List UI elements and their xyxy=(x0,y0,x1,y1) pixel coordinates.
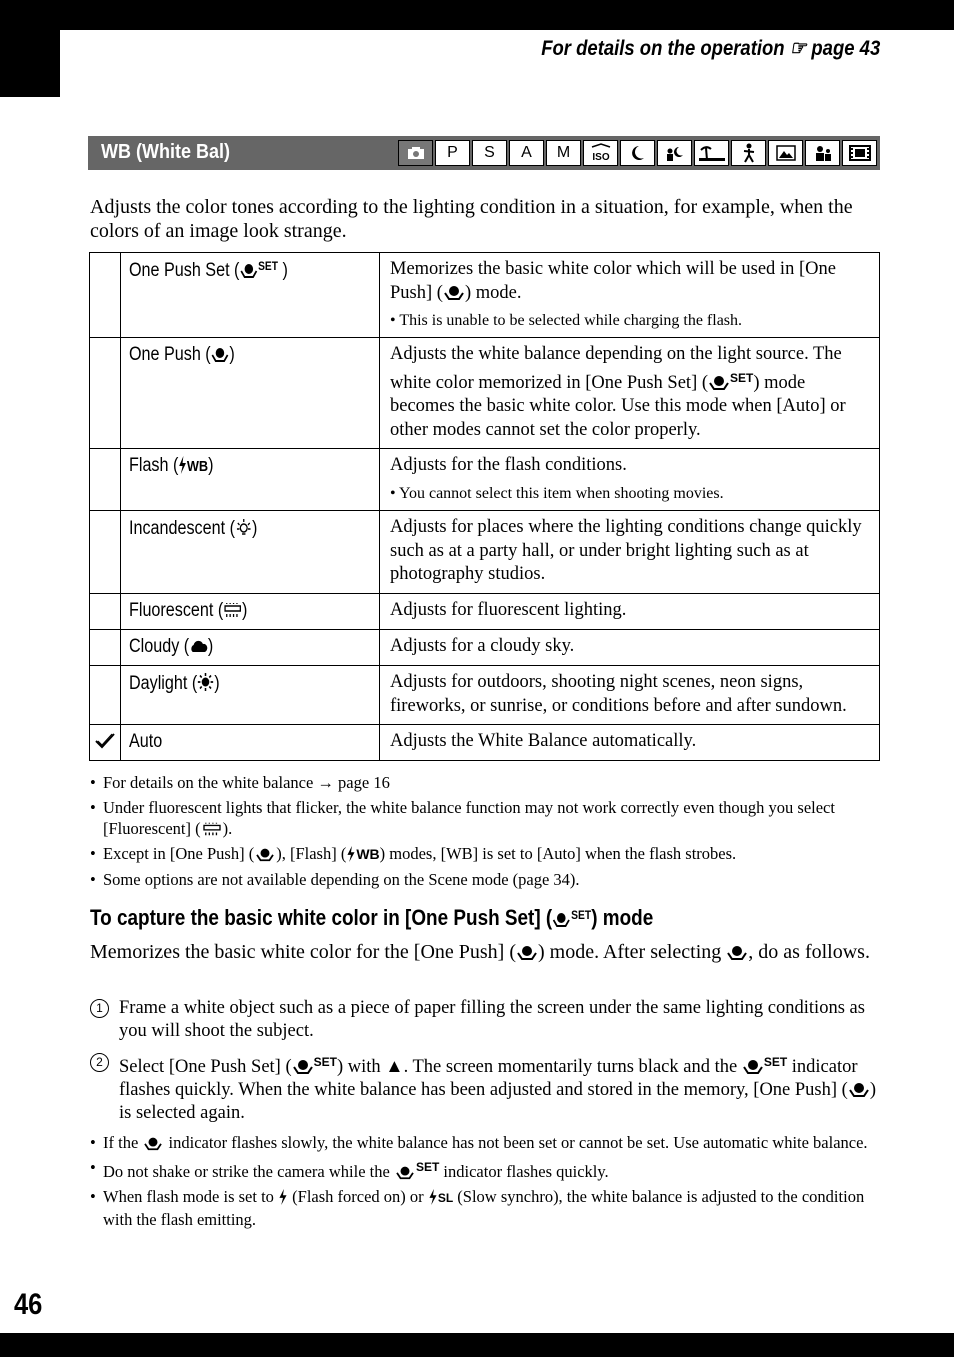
landscape-icon xyxy=(768,140,803,166)
wb-title: WB (White Bal) xyxy=(101,141,230,163)
one-push-set-icon xyxy=(552,910,571,928)
page-number: 46 xyxy=(14,1288,43,1321)
soft-snap-icon xyxy=(731,140,766,166)
mode-icon-row xyxy=(398,140,877,166)
one-push-set-icon xyxy=(742,1057,764,1075)
section-heading: To capture the basic white color in [One Push Set] ( $^{SET}$) mode xyxy=(90,905,654,930)
caution-list xyxy=(90,1132,880,1234)
option-auto: Auto xyxy=(129,731,163,752)
option-desc: Adjusts for fluorescent lighting. xyxy=(390,600,627,620)
option-incandescent: Incandescent xyxy=(129,518,226,539)
one-push-icon xyxy=(142,1135,164,1151)
daylight-icon xyxy=(197,672,214,692)
option-desc: Adjusts for a cloudy sky. xyxy=(390,636,575,656)
option-desc: Adjusts the white balance depending on the light source. The white color memorized in [One Push Set] ( xyxy=(390,344,842,393)
option-desc: Adjusts for places where the lighting conditions change quickly such as at a party hall, or under bright lighting such as at photography studios. xyxy=(390,517,862,584)
twilight-moon-icon xyxy=(620,140,655,166)
list-item: • Except in [One Push] ( ), [Flash] ( WB) modes, [WB] is set to [Auto] when the flash strobes. xyxy=(90,843,880,865)
one-push-set-icon xyxy=(708,373,730,391)
twilight-portrait-icon xyxy=(657,140,692,166)
one-push-icon xyxy=(254,846,276,862)
portrait-icon xyxy=(805,140,840,166)
list-item: • Do not shake or strike the camera while the $^{SET}$ indicator flashes quickly. xyxy=(90,1157,880,1182)
flash-wb-icon xyxy=(178,456,187,474)
table-row: One Push ( ) Adjusts the white balance depending on the light source. The white color memorized in [One Push Set] ( $^{SET}$) mode becomes the basic white color. Use this mode when [Auto] or other modes cannot set the color properly. xyxy=(90,338,880,449)
one-push-set-icon xyxy=(292,1057,314,1075)
flash-wb-icon xyxy=(346,846,356,862)
table-row: Cloudy ( ) Adjusts for a cloudy sky. xyxy=(90,630,880,666)
step-number: 1 xyxy=(90,999,109,1018)
one-push-icon xyxy=(516,943,538,961)
one-push-set-icon xyxy=(239,261,258,279)
one-push-set-icon xyxy=(394,1164,416,1180)
mode-p: P xyxy=(435,140,470,166)
wb-title-bar xyxy=(88,136,880,170)
table-row: Fluorescent ( ) Adjusts for fluorescent lighting. xyxy=(90,594,880,630)
step-number: 2 xyxy=(90,1053,109,1072)
list-item: • If the indicator flashes slowly, the white balance has not been set or cannot be set. Use automatic white balance. xyxy=(90,1132,880,1153)
list-item: • When flash mode is set to (Flash forced on) or SL (Slow synchro), the white balance is adjusted to the condition with the flash emitting. xyxy=(90,1186,880,1230)
option-cloudy: Cloudy xyxy=(129,636,180,657)
table-row: Incandescent ( ) Adjusts for places where the lighting conditions change quickly such as at a party hall, or under bright lighting such as at photography studios. xyxy=(90,511,880,594)
corner-tab xyxy=(0,0,60,97)
operation-reference: For details on the operation ☞ page 43 xyxy=(541,37,880,60)
option-desc: Memorizes the basic white color which will be used in [One Push] ( xyxy=(390,259,836,303)
checkmark-icon xyxy=(94,732,116,750)
step-2: 2 Select [One Push Set] ( $^{SET}$) with ▲. The screen momentarily turns black and the $^{SET}$ indicator flashes quickly. When the white balance has been adjusted and stored in the memory, [One Push] ( ) is selected again. xyxy=(90,1051,880,1125)
mode-m: M xyxy=(546,140,581,166)
intro-text: Adjusts the color tones according to the lighting condition in a situation, for example, when the colors of an image look strange. xyxy=(90,196,853,242)
option-note: You cannot select this item when shooting movies. xyxy=(399,484,724,502)
svg-text:ISO: ISO xyxy=(591,152,610,163)
flash-forced-icon xyxy=(278,1189,288,1205)
bottom-black-bar xyxy=(0,1333,954,1357)
camera-auto-icon xyxy=(398,140,433,166)
option-one-push-set: One Push Set xyxy=(129,260,230,281)
list-item: • Some options are not available depending on the Scene mode (page 34). xyxy=(90,869,880,890)
top-black-bar xyxy=(0,0,954,30)
one-push-icon xyxy=(848,1080,870,1098)
step-1: 1 Frame a white object such as a piece of paper filling the screen under the same lighting conditions as you will shoot the subject. xyxy=(90,997,880,1043)
list-item: • For details on the white balance → page 16 xyxy=(90,772,880,793)
table-row xyxy=(90,725,880,761)
one-push-icon xyxy=(726,943,748,961)
fluorescent-icon xyxy=(223,601,242,619)
table-row: One Push Set ( $^{SET}$ ) Memorizes the basic white color which will be used in [One Push] ( ) mode. • This is unable to be selected while charging the flash. xyxy=(90,253,880,338)
option-one-push: One Push xyxy=(129,344,201,365)
notes-list xyxy=(90,772,880,894)
option-desc: Adjusts for outdoors, shooting night scenes, neon signs, fireworks, or sunrise, or conditions before and after sundown. xyxy=(390,672,847,716)
option-desc: Adjusts the White Balance automatically. xyxy=(390,731,697,751)
slow-synchro-icon xyxy=(428,1189,438,1205)
option-fluorescent: Fluorescent xyxy=(129,600,214,621)
mode-a: A xyxy=(509,140,544,166)
movie-film-icon xyxy=(842,140,877,166)
cloudy-icon xyxy=(189,637,208,655)
wb-options-table xyxy=(89,252,880,761)
one-push-icon xyxy=(443,283,465,301)
beach-icon xyxy=(694,140,729,166)
incandescent-icon xyxy=(235,517,252,537)
high-sensitivity-iso-icon xyxy=(583,140,618,166)
mode-s: S xyxy=(472,140,507,166)
option-desc: Adjusts for the flash conditions. xyxy=(390,455,627,475)
option-daylight: Daylight xyxy=(129,673,188,694)
section-paragraph: Memorizes the basic white color for the [One Push] ( ) mode. After selecting , do as follows. xyxy=(90,941,870,963)
option-note: This is unable to be selected while charging the flash. xyxy=(399,312,743,329)
option-flash: Flash xyxy=(129,455,169,476)
one-push-icon xyxy=(211,345,230,363)
table-row: Flash ( WB) Adjusts for the flash conditions. • You cannot select this item when shooting movies. xyxy=(90,449,880,511)
list-item: • Under fluorescent lights that flicker, the white balance function may not work correctly even though you select [Fluorescent] ( ). xyxy=(90,797,880,839)
fluorescent-icon xyxy=(201,821,223,837)
table-row: Daylight ( ) Adjusts for outdoors, shooting night scenes, neon signs, fireworks, or sunrise, or conditions before and after sundown. xyxy=(90,666,880,725)
